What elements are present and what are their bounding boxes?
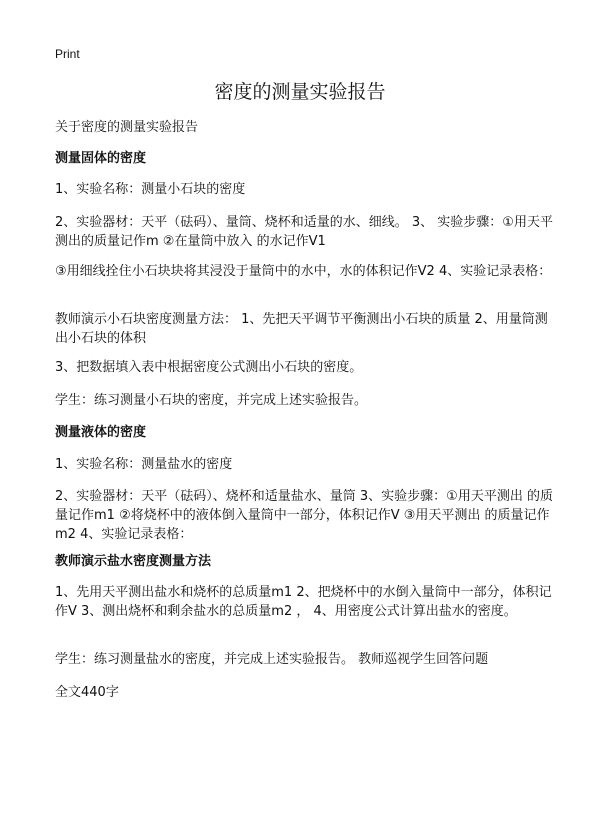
paragraph: 学生：练习测量小石块的密度，并完成上述实验报告。: [55, 393, 368, 408]
section-heading-demo: 教师演示盐水密度测量方法: [55, 554, 212, 569]
section-heading-liquid: 测量液体的密度: [55, 425, 147, 440]
paragraph: 学生：练习测量盐水的密度，并完成上述实验报告。 教师巡视学生回答问题: [55, 652, 489, 667]
paragraph: 3、把数据填入表中根据密度公式测出小石块的密度。: [55, 360, 363, 375]
paragraph: 2、实验器材：天平（砝码）、烧杯和适量盐水、量筒 3、实验步骤：①用天平测出 的质量记作m1 ②将烧杯中的液体倒入量筒中一部分，体积记作V ③用天平测出 的质量记作m2 4、实验记录表格：: [55, 489, 553, 542]
paragraph: 1、实验名称：测量小石块的密度: [55, 182, 246, 197]
paragraph: 教师演示小石块密度测量方法： 1、先把天平调节平衡测出小石块的质量 2、用量筒测出小石块的体积: [55, 312, 548, 346]
document-title: 密度的测量实验报告: [214, 81, 386, 103]
intro-text: 关于密度的测量实验报告: [55, 120, 199, 135]
section-heading-solid: 测量固体的密度: [55, 151, 147, 166]
print-label: Print: [55, 47, 80, 61]
word-count: 全文440字: [55, 685, 119, 700]
paragraph: 1、先用天平测出盐水和烧杯的总质量m1 2、把烧杯中的水倒入量筒中一部分，体积记作V 3、测出烧杯和剩余盐水的总质量m2 ， 4、用密度公式计算出盐水的密度。: [55, 585, 552, 619]
paragraph: 2、实验器材：天平（砝码）、量筒、烧杯和适量的水、细线。 3、 实验步骤：①用天平测出的质量记作m ②在量筒中放入 的水记作V1: [55, 215, 553, 249]
paragraph: 1、实验名称：测量盐水的密度: [55, 457, 233, 472]
paragraph: ③用细线拴住小石块块将其浸没于量筒中的水中，水的体积记作V2 4、实验记录表格：: [55, 264, 552, 279]
